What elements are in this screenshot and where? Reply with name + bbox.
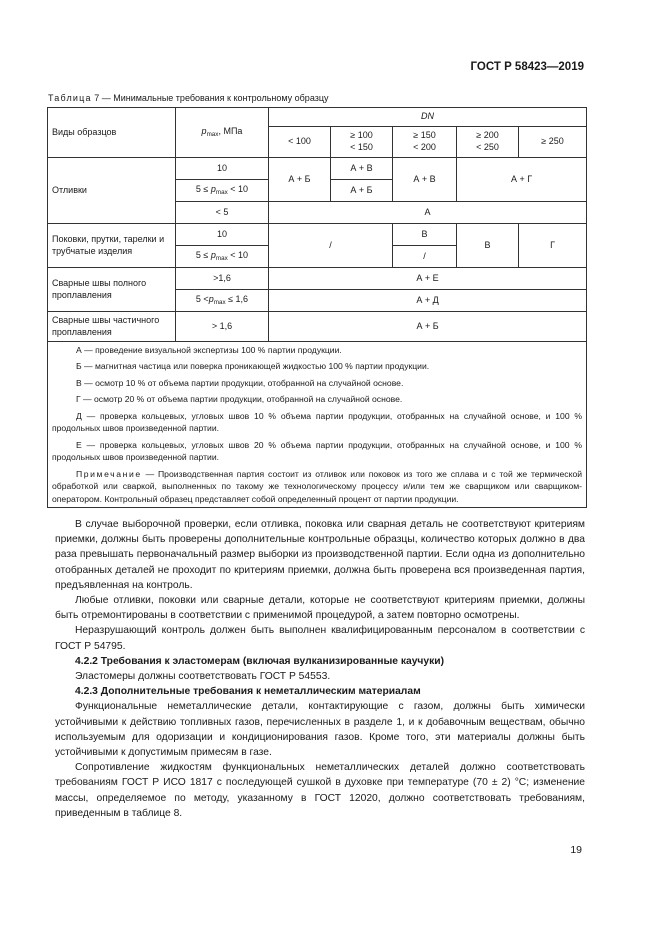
row-partial-welds-label: Сварные швы частичного проплавления [48,312,176,342]
body-paragraph: Любые отливки, поковки или сварные детали, которые не соответствуют критериям приемки, должны быть отремонтированы в соответствии с применимой процедурой, а затем повторно осмотрены. [55,595,585,622]
section-heading-4-2-2: 4.2.2 Требования к эластомерам (включая вулканизированные каучуки) [75,655,445,667]
head-dn-col-3-b: < 200 [413,142,436,152]
head-dn-col-2-b: < 150 [350,142,373,152]
forgings-v2a: В [393,224,457,246]
castings-p2-symbol: p [210,183,216,194]
full-welds-p2-subscript: max [213,298,226,306]
castings-p2-subscript: max [215,188,228,196]
full-welds-p2-post: ≤ 1,6 [225,293,249,304]
head-dn-col-4-a: ≥ 200 [476,130,499,141]
body-paragraph: В случае выборочной проверки, если отливка, поковка или сварная деталь не соответствуют критериям приемки, должны быть проверены дополнительные контрольные образцы, количество которых должно в два раза превышать первоначальный размер выборки из производственной партии. Если одна из дополнительно отобранных деталей не проходит по критериям приемки, должна быть проверена вся произведенная партия, предъявленная на контроль. [55,519,585,591]
head-pressure [176,108,269,158]
castings-p2-pre: 5 ≤ [195,183,211,194]
full-welds-p2-symbol: p [208,293,214,304]
forgings-v3: В [457,224,519,268]
head-dn-col-3 [393,127,457,158]
head-dn-label: DN [421,111,435,122]
forgings-p2-subscript: max [215,254,228,262]
forgings-p2-pre: 5 ≤ [195,249,211,260]
castings-v4: А + Г [457,158,587,202]
row-forgings-label: Поковки, прутки, тарелки и трубчатые изделия [48,224,176,268]
requirements-table [47,107,587,508]
note-a: А — проведение визуальной экспертизы 100 % партии продукции. [76,345,342,355]
note-d: Д — проверка кольцевых, угловых швов 10 % объема партии продукции, отобранных на случайной основе, и 100 % продольных швов произведенной партии. [52,410,583,434]
head-dn-col-5 [519,127,587,158]
forgings-p2 [176,246,269,268]
forgings-v4: Г [519,224,587,268]
head-pressure-symbol: p [201,125,207,136]
head-dn-col-2-a: ≥ 100 [350,130,373,141]
castings-v1: А + Б [269,158,331,202]
body-paragraph: Сопротивление жидкостям функциональных неметаллических деталей должно соответствовать требованиям ГОСТ Р ИСО 1817 с последующей сушкой в духовке при температуре (70 ± 2) °С; изменение массы, определяемое по методу, указанному в ГОСТ 12020, должно соответствовать требованиям, приведенным в таблице 8. [55,762,585,819]
full-welds-p1: >1,6 [176,268,269,290]
body-paragraph: Эластомеры должны соответствовать ГОСТ Р 54553. [75,671,331,683]
head-pressure-unit: , МПа [218,125,243,136]
castings-p2 [176,180,269,202]
head-dn-col-1-a: < 100 [288,136,311,147]
full-welds-v1: А + Е [269,268,587,290]
forgings-v2b: / [393,246,457,268]
castings-p3: < 5 [176,202,269,224]
page-number: 19 [570,844,582,856]
section-heading-4-2-3: 4.2.3 Дополнительные требования к неметаллическим материалам [75,686,421,698]
table-notes [48,342,587,508]
note-e: Е — проверка кольцевых, угловых швов 20 % объема партии продукции, отобранных на случайной основе, и 100 % продольных швов произведенной партии. [52,439,583,463]
forgings-p1: 10 [176,224,269,246]
head-specimen-type: Виды образцов [48,108,176,158]
forgings-p2-post: < 10 [227,249,249,260]
body-paragraph: Функциональные неметаллические детали, контактирующие с газом, должны быть химически устойчивыми к действию топливных газов, перечисленных в разделе 1, и к добавочным веществам, обычно используемым для одоризации и кондиционирования газов. Кроме того, эти материалы должны быть устойчивыми к допустимым примесям в газе. [55,701,585,759]
primechanie-label: Примечание [76,468,142,479]
castings-p1: 10 [176,158,269,180]
primechanie-text: — Производственная партия состоит из отливок или поковок из того же сплава и с той же термической обработкой или сваркой, выполненных по такому же технологическому процессу и/или тем же сварщиком или сварщиком-оператором. Контрольный образец представляет собой определенный процент от партии продукции. [52,468,583,504]
note-g: Г — осмотр 20 % от объема партии продукции, отобранной на случайной основе. [76,394,403,405]
table-caption [48,93,329,103]
partial-welds-p1: > 1,6 [176,312,269,342]
body-text [55,517,585,821]
body-paragraph: Неразрушающий контроль должен быть выполнен квалифицированным персоналом в соответствии с ГОСТ Р 54795. [55,625,585,652]
head-dn-col-2 [331,127,393,158]
full-welds-v2: А + Д [269,290,587,312]
standard-header: ГОСТ Р 58423—2019 [470,61,584,73]
head-dn-col-4-b: < 250 [476,142,499,152]
castings-v3: А + В [393,158,457,202]
note-b: Б — магнитная частица или поверка проникающей жидкостью 100 % партии продукции. [76,361,430,372]
full-welds-p2 [176,290,269,312]
castings-v2a: А + В [331,158,393,180]
row-castings-label: Отливки [48,158,176,224]
row-full-welds-label: Сварные швы полного проплавления [48,268,176,312]
forgings-p2-symbol: p [210,249,216,260]
head-dn [269,108,587,127]
partial-welds-v1: А + Б [269,312,587,342]
head-dn-col-5-a: ≥ 250 [541,136,564,147]
head-dn-col-4 [457,127,519,158]
castings-v2b: А + Б [331,180,393,202]
castings-v5: А [269,202,587,224]
note-primechanie [52,468,582,505]
full-welds-p2-pre: 5 < [195,293,209,304]
head-dn-col-1 [269,127,331,158]
castings-p2-post: < 10 [227,183,249,194]
head-pressure-subscript: max [206,130,219,138]
table-caption-text: 7 — Минимальные требования к контрольному образцу [91,93,329,103]
note-v: В — осмотр 10 % от объема партии продукции, отобранной на случайной основе. [76,377,404,388]
forgings-v1: / [269,224,393,268]
table-caption-label: Таблица [48,93,92,103]
head-dn-col-3-a: ≥ 150 [413,130,436,141]
